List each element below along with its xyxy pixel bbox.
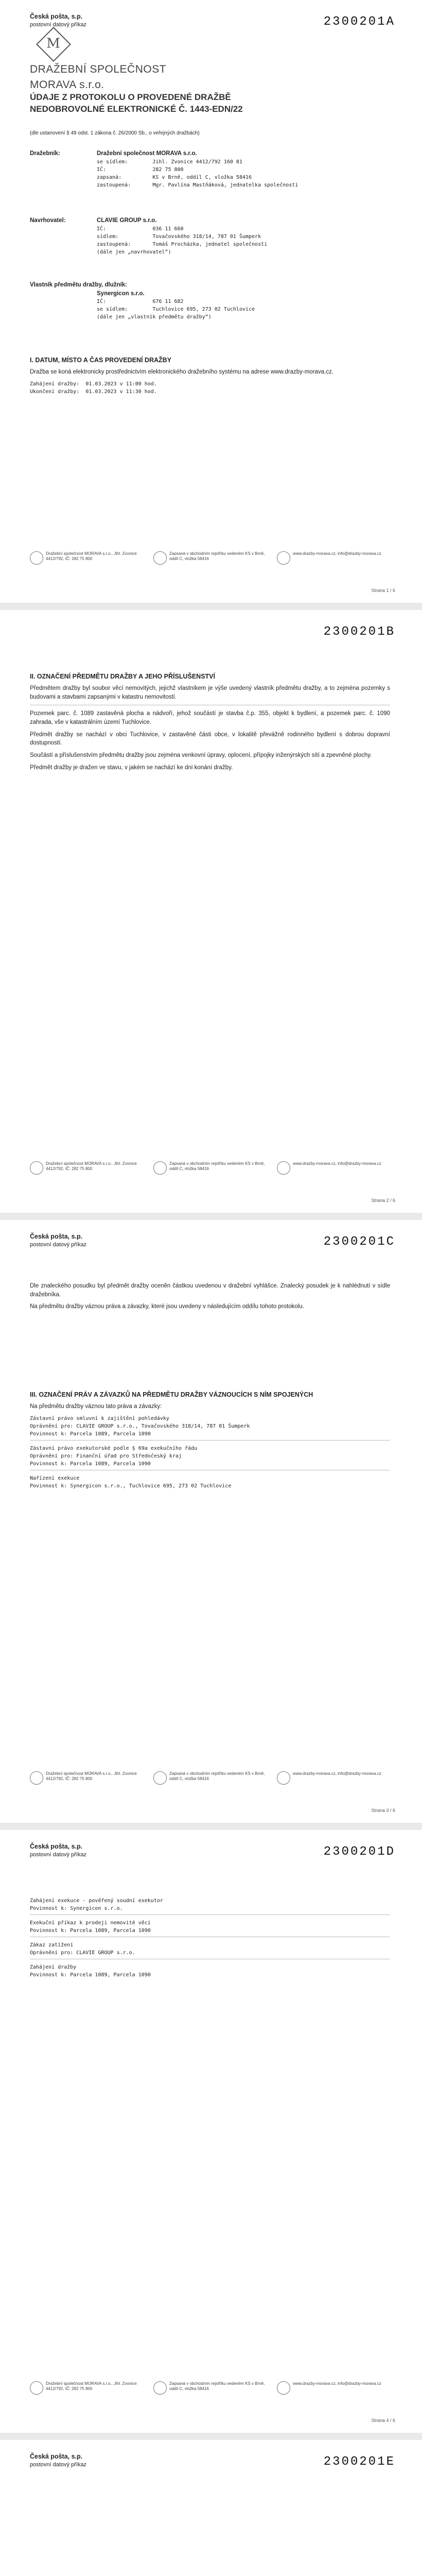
- seal-icon: [153, 551, 167, 565]
- post-header: Česká pošta, s.p. postovní datový příkaz: [30, 13, 87, 28]
- section-1: I. DATUM, MÍSTO A ČAS PROVEDENÍ DRAŽBY Dražba se koná elektronicky prostřednictvím elektronického dražebního systému na adrese www.drazby-morava.cz. Zahájení dražby: 01.03.2023 v 11:00 hod. Ukončení dražby: 01.03.2023 v 11:30 hod.: [30, 357, 333, 395]
- seal-icon: [153, 1771, 167, 1785]
- page-2: [0, 610, 422, 1213]
- seal-icon: [30, 1161, 43, 1175]
- seal-icon: [277, 2381, 290, 2395]
- page-separator: [0, 1823, 422, 1830]
- page-footer: Dražební společnost MORAVA s.r.o., Jihl. Zvonice 4412/792, IČ: 282 75 800 Zapsaná v obchodním rejstříku vedeném KS v Brně, oddíl C, vložka 58416 www.drazby-morava.cz, info@drazby-morava.cz: [30, 1161, 395, 1190]
- seal-icon: [30, 2381, 43, 2395]
- post-header: Česká pošta, s.p. postovní datový příkaz: [30, 2453, 87, 2468]
- post-header: Česká pošta, s.p. postovní datový příkaz: [30, 1233, 87, 1248]
- page-count: Strana 1 / 6: [371, 588, 395, 593]
- proposer-block: Navrhovatel: CLAVIE GROUP s.r.o. IČ: 036 11 660 sídlem: Tovačovského 318/14, 787 01 Šumperk zastoupená: Tomáš Procházka, jednatel společnosti (dále jen „navrhovatel“): [30, 217, 268, 255]
- seal-icon: [153, 1161, 167, 1175]
- section-3: III. OZNAČENÍ PRÁV A ZÁVAZKŮ NA PŘEDMĚTU DRAŽBY VÁZNOUCÍCH S NÍM SPOJENÝCH Na předmětu dražby váznou tato práva a závazky: Zástavní právo smluvní k zajištění pohledávky Oprávnění pro: CLAVIE GROUP s.r.o., Tovačovského 318/14, 787 01 Šumperk Povinnost k: Parcela 1089, Parcela 1090 Zástavní právo exekutorské podle § 69a exekučního řádu Oprávnění pro: Finanční úřad pro Středočeský kraj Povinnost k: Parcela 1089, Parcela 1090 Nařízení exekuce Povinnost k: Synergicon s.r.o., Tuchlovice 695, 273 02 Tuchlovice: [30, 1390, 390, 1490]
- page-id: 2300201C: [323, 1235, 395, 1249]
- page-1: [0, 0, 422, 603]
- page-id: 2300201D: [323, 1845, 395, 1859]
- page-id: 2300201E: [323, 2455, 395, 2469]
- seal-icon: [277, 551, 290, 565]
- seal-icon: [30, 551, 43, 565]
- page-id: 2300201A: [323, 15, 395, 29]
- seal-icon: [30, 1771, 43, 1785]
- section-2: II. OZNAČENÍ PŘEDMĚTU DRAŽBY A JEHO PŘÍSLUŠENSTVÍ Předmětem dražby byl soubor věcí nemovitých, jejichž vlastníkem je výše uvedený vlastník předmětu dražby, a to zejména pozemky s budovami a stavbami zapsanými v katastru nemovitostí. Pozemek parc. č. 1089 zastavěná plocha a nádvoří, jehož součástí je stavba č.p. 355, objekt k bydlení, a pozemek parc. č. 1090 zahrada, vše v katastrálním území Tuchlovice. Předmět dražby se nachází v obci Tuchlovice, v zastavěné části obce, v lokalitě převážně rodinného bydlení s dobrou dopravní dostupností. Součástí a příslušenstvím předmětu dražby jsou zejména venkovní úpravy, oplocení, přípojky inženýrských sítí a zpevněné plochy. Předmět dražby je dražen ve stavu, v jakém se nachází ke dni konání dražby.: [30, 673, 390, 771]
- seal-icon: [153, 2381, 167, 2395]
- page-count: Strana 4 / 6: [371, 2418, 395, 2423]
- document-title: ÚDAJE Z PROTOKOLU O PROVEDENÉ DRAŽBĚ NEDOBROVOLNÉ ELEKTRONICKÉ Č. 1443-EDN/22: [30, 92, 243, 114]
- page-4: [0, 1830, 422, 2433]
- page-separator: [0, 1213, 422, 1220]
- subnote: (dle ustanovení § 49 odst. 1 zákona č. 26/2000 Sb., o veřejných dražbách): [30, 130, 200, 136]
- page-footer: Dražební společnost MORAVA s.r.o., Jihl. Zvonice 4412/792, IČ: 282 75 800 Zapsaná v obchodním rejstříku vedeném KS v Brně, oddíl C, vložka 58416 www.drazby-morava.cz, info@drazby-morava.cz: [30, 551, 395, 580]
- page-footer: Dražební společnost MORAVA s.r.o., Jihl. Zvonice 4412/792, IČ: 282 75 800 Zapsaná v obchodním rejstříku vedeném KS v Brně, oddíl C, vložka 58416 www.drazby-morava.cz, info@drazby-morava.cz: [30, 2381, 395, 2410]
- post-header: Česká pošta, s.p. postovní datový příkaz: [30, 1843, 87, 1858]
- page-count: Strana 2 / 6: [371, 1198, 395, 1203]
- page-3: [0, 1220, 422, 1823]
- page-footer: Dražební společnost MORAVA s.r.o., Jihl. Zvonice 4412/792, IČ: 282 75 800 Zapsaná v obchodním rejstříku vedeném KS v Brně, oddíl C, vložka 58416 www.drazby-morava.cz, info@drazby-morava.cz: [30, 1771, 395, 1800]
- auctioneer-block: Dražebník: Dražební společnost MORAVA s.r.o. se sídlem: Jihl. Zvonice 4412/792 160 81 IČ: 282 75 800 zapsaná: KS v Brně, oddíl C, vložka 58416 zastoupená: Mgr. Pavlína Mastňáková, jednatelka společnosti: [30, 150, 298, 188]
- section-2-continued: Dle znaleckého posudku byl předmět dražby oceněn částkou uvedenou v dražební vyhlášce. Znalecký posudek je k nahlédnutí v sídle dražebníka. Na předmětu dražby váznou práva a závazky, které jsou uvedeny v následujícím oddílu tohoto protokolu.: [30, 1283, 390, 1310]
- page-separator: [0, 2433, 422, 2440]
- page-5: [0, 2440, 422, 2576]
- company-logo: M DRAŽEBNÍ SPOLEČNOST MORAVA s.r.o.: [30, 30, 184, 93]
- page-count: Strana 3 / 6: [371, 1808, 395, 1813]
- logo-icon: [36, 27, 71, 62]
- section-3-continued: Zahájení exekuce - pověřený soudní exekutor Povinnost k: Synergicon s.r.o. Exekuční příkaz k prodeji nemovité věci Povinnost k: Parcela 1089, Parcela 1090 Zákaz zatížení Oprávnění pro: CLAVIE GROUP s.r.o. Zahájení dražby Povinnost k: Parcela 1089, Parcela 1090: [30, 1897, 390, 1979]
- seal-icon: [277, 1771, 290, 1785]
- owner-block: Vlastník předmětu dražby, dlužník: Synergicon s.r.o. IČ: 676 11 682 se sídlem: Tuchlovice 695, 273 02 Tuchlovice (dále jen „vlastník předmětu dražby“): [30, 282, 255, 320]
- seal-icon: [277, 1161, 290, 1175]
- page-separator: [0, 603, 422, 610]
- page-id: 2300201B: [323, 625, 395, 639]
